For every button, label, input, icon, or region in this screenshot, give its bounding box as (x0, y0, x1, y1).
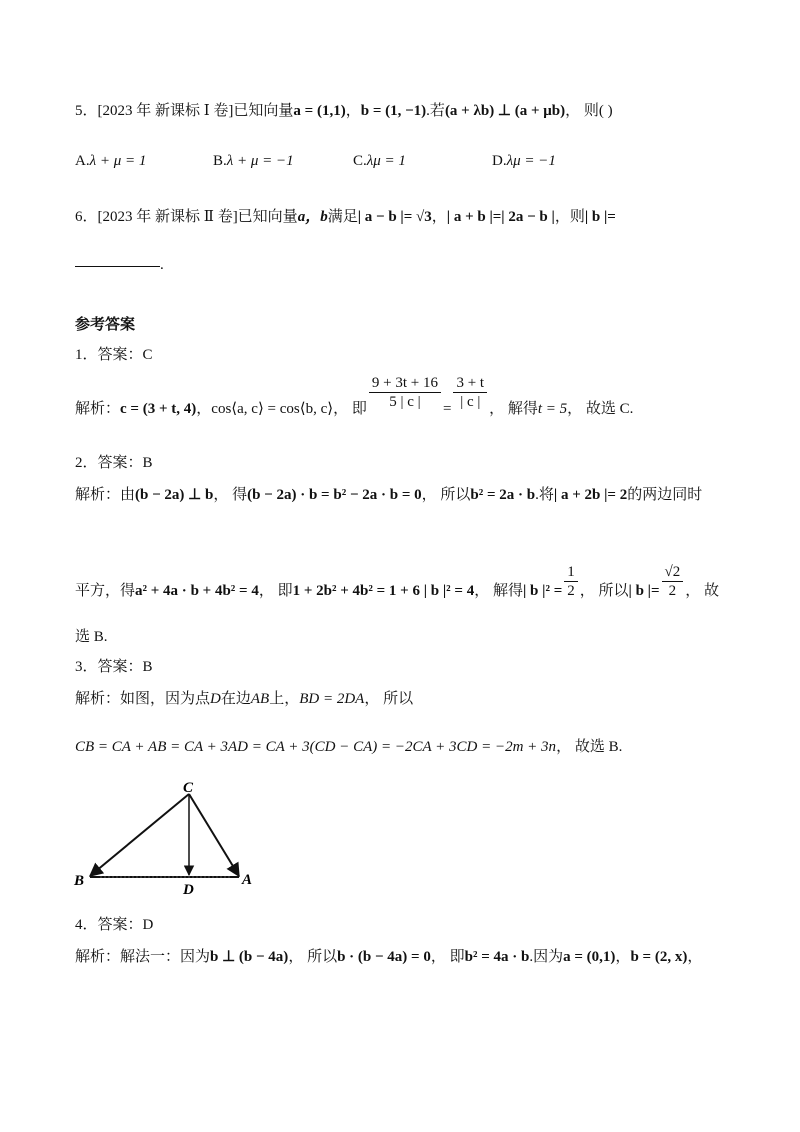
a2-fraction-half (564, 563, 578, 600)
a2-l2-text-2: ， 即 (258, 583, 293, 599)
answer-4-line-1 (75, 946, 702, 968)
answer-3-line-1 (75, 688, 413, 710)
a3-expr-bd: BD = 2DA (299, 691, 365, 707)
a2-frac1-den: 2 (567, 583, 575, 600)
a4-text-5: ， (615, 949, 631, 965)
q5-option-a (75, 150, 146, 172)
answer-2-line-2 (75, 564, 720, 602)
option-d-expr: λμ = −1 (506, 153, 556, 169)
a4-text-3: ， 即 (430, 949, 465, 965)
q6-sep: ， (431, 209, 447, 225)
q6-line (75, 206, 616, 228)
a4-expr-4: a = (0,1) (563, 949, 616, 965)
q6-vectors: a，b (297, 209, 328, 225)
a3-point-d: D (210, 691, 221, 707)
a1-frac1-num: 9 + 3t + 16 (369, 374, 441, 393)
a2-l2-text-1: 平方，得 (75, 583, 136, 599)
a3-text-3: 上， (269, 691, 300, 707)
answer-3-head: 3．答案：B (75, 659, 153, 675)
a1-text-3: ， 故选 C. (567, 401, 634, 417)
a2-expr-3: b² = 2a · b (470, 487, 536, 503)
q6-text: 6．[2023 年 新课标 Ⅱ 卷]已知向量 (75, 209, 298, 225)
label-a: A (242, 872, 253, 888)
a2-label: 解析：由 (75, 487, 136, 503)
option-a-expr: λ + μ = 1 (89, 153, 147, 169)
a4-text-2: ， 所以 (288, 949, 338, 965)
a1-sep: ， (196, 401, 212, 417)
vector-ca (189, 794, 239, 876)
a2-expr-4: | a + 2b |= 2 (553, 487, 628, 503)
answer-1-head: 1．答案：C (75, 347, 153, 363)
a2-l2-text-5: ， 故 (685, 583, 720, 599)
answer-2-line-1 (75, 484, 702, 506)
a1-fraction-2 (453, 374, 487, 411)
option-a-label: A. (75, 153, 90, 169)
option-d-label: D. (492, 153, 507, 169)
option-b-expr: λ + μ = −1 (226, 153, 294, 169)
a2-text-3: .将 (535, 487, 554, 503)
q5-text-c: ， 则( ) (565, 103, 613, 119)
a4-text-1: 解析：解法一：因为 (75, 949, 211, 965)
a2-text-1: ， 得 (213, 487, 248, 503)
answer-1-explanation (75, 375, 634, 420)
a2-text-2: ， 所以 (421, 487, 471, 503)
a3-text-2: 在边 (220, 691, 251, 707)
a2-l2-expr-1: a² + 4a · b + 4b² = 4 (135, 583, 259, 599)
a2-expr-2: (b − 2a) · b = b² − 2a · b = 0 (247, 487, 422, 503)
q6-cond-2: | a + b |=| 2a − b | (446, 209, 555, 225)
q5-option-d (492, 150, 556, 172)
a2-text-4: 的两边同时 (627, 487, 703, 503)
a2-l2-expr-4: | b |= (628, 583, 660, 599)
a2-l2-text-4: ， 所以 (579, 583, 629, 599)
a1-expr-c: c = (3 + t, 4) (120, 401, 197, 417)
a3-text-1: 解析：如图，因为点 (75, 691, 211, 707)
a2-l2-expr-2: 1 + 2b² + 4b² = 1 + 6 | b |² = 4 (292, 583, 475, 599)
label-b: B (74, 873, 85, 889)
a4-expr-3: b² = 4a · b (464, 949, 530, 965)
a1-eq: = (442, 401, 452, 417)
a1-text-2: ， 解得 (489, 401, 538, 417)
a4-text-6: ， (687, 949, 703, 965)
a2-l2-expr-3: | b |² = (523, 583, 563, 599)
vector-cb (90, 794, 189, 876)
q6-text-b: 满足 (327, 209, 358, 225)
a2-expr-1: (b − 2a) ⊥ b (135, 487, 214, 503)
answer-3-line-2 (75, 736, 622, 758)
answers-heading: 参考答案 (75, 317, 136, 333)
q6-ask: | b |= (584, 209, 616, 225)
label-d: D (183, 882, 194, 898)
q5-text: 5．[2023 年 新课标 Ⅰ 卷]已知向量 (75, 103, 294, 119)
a1-text-1: ， 即 (333, 401, 367, 417)
q6-period: . (160, 257, 164, 273)
a2-frac2-num: √2 (662, 563, 684, 582)
a1-frac2-num: 3 + t (453, 374, 487, 393)
q5-cond-perp: (a + λb) ⊥ (a + μb) (444, 103, 566, 119)
a3-text-4: ， 所以 (364, 691, 414, 707)
a1-expr-t: t = 5 (537, 401, 568, 417)
a3-edge-ab: AB (250, 691, 270, 707)
a2-fraction-root (662, 563, 684, 600)
q5-sep: ， (345, 103, 361, 119)
a2-l2-text-3: ， 解得 (474, 583, 523, 599)
q6-answer-blank[interactable] (75, 266, 160, 267)
option-c-expr: λμ = 1 (366, 153, 406, 169)
q5-option-b (213, 150, 294, 172)
q6-cond-1: | a − b |= √3 (357, 209, 432, 225)
label-c: C (183, 780, 194, 796)
answer-2-head: 2．答案：B (75, 455, 153, 471)
q5-line (75, 100, 613, 122)
a1-label: 解析： (75, 401, 121, 417)
a2-frac2-den: 2 (668, 583, 677, 600)
a4-expr-1: b ⊥ (b − 4a) (210, 949, 289, 965)
option-c-label: C. (353, 153, 367, 169)
a3-vector-expr: CB = CA + AB = CA + 3AD = CA + 3(CD − CA) = −2CA + 3CD = −2m + 3n (75, 739, 557, 755)
a4-expr-2: b · (b − 4a) = 0 (337, 949, 431, 965)
answer-4-head: 4．答案：D (75, 917, 154, 933)
q6-text-c: ，则 (554, 209, 585, 225)
q5-text-b: .若 (426, 103, 445, 119)
triangle-figure (70, 778, 270, 898)
q5-cond-a: a = (1,1) (293, 103, 346, 119)
a4-expr-5: b = (2, x) (630, 949, 688, 965)
a2-frac1-num: 1 (564, 563, 578, 582)
a1-frac2-den: | c | (460, 394, 481, 411)
q5-cond-b: b = (1, −1) (360, 103, 427, 119)
a1-fraction-1 (369, 374, 441, 411)
option-b-label: B. (213, 153, 227, 169)
a4-text-4: .因为 (529, 949, 564, 965)
q5-option-c (353, 150, 406, 172)
answer-2-line-3: 选 B. (75, 629, 108, 645)
a1-frac1-den: 5 | c | (389, 394, 421, 411)
a1-expr-cos: cos⟨a, c⟩ = cos⟨b, c⟩ (211, 401, 334, 417)
a3-text-5: ， 故选 B. (556, 739, 623, 755)
